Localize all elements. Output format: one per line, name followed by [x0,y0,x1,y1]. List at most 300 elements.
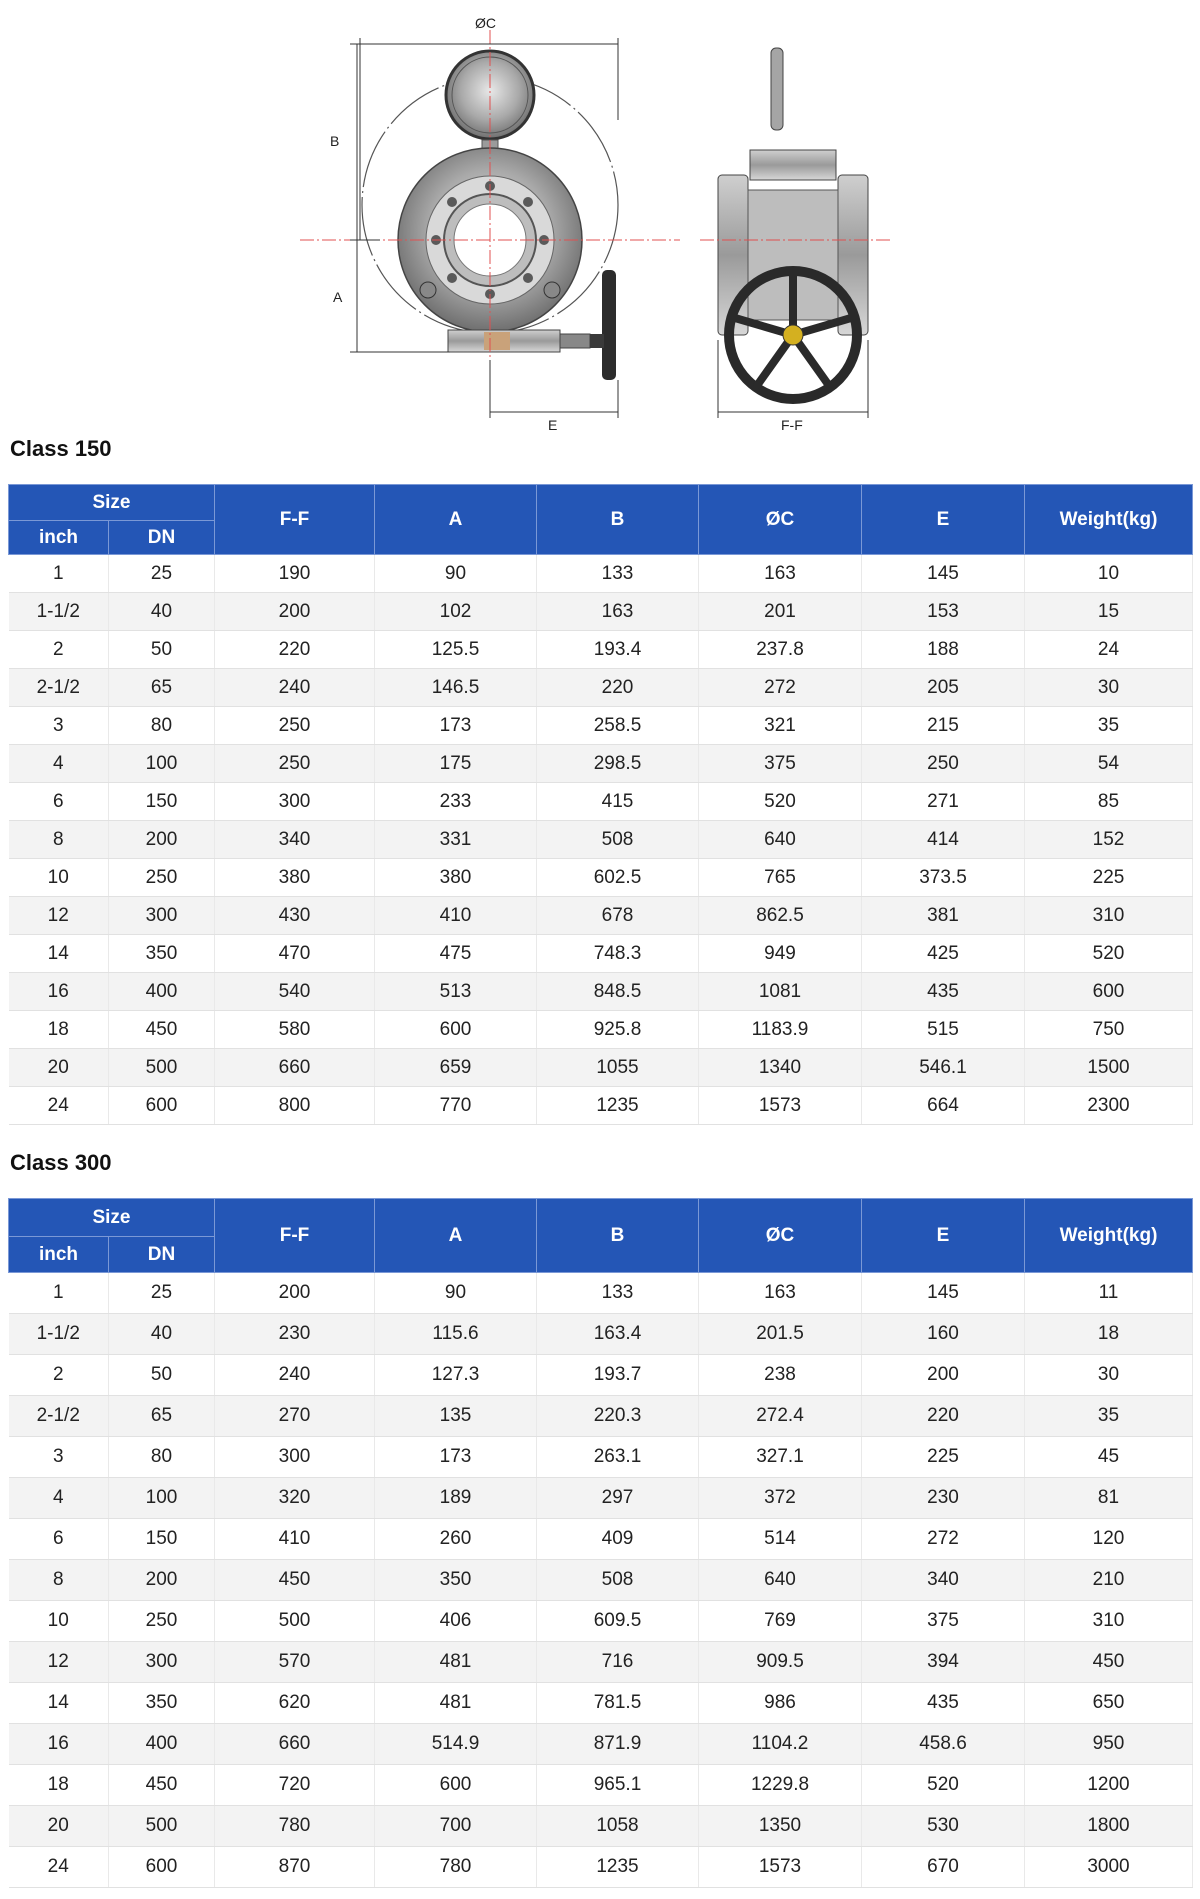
table-cell: 233 [375,783,537,821]
table-cell: 215 [862,707,1025,745]
table-cell: 80 [109,1437,215,1478]
table-cell: 659 [375,1049,537,1087]
table-cell: 24 [1025,631,1193,669]
table-cell: 415 [537,783,699,821]
label-dia-c: ØC [475,15,496,31]
table-cell: 6 [9,1519,109,1560]
table-cell: 250 [109,859,215,897]
table-cell: 201.5 [699,1314,862,1355]
table-row [9,783,1193,821]
table-cell: 271 [862,783,1025,821]
label-b: B [330,133,340,149]
front-view [300,15,680,430]
table-cell: 600 [109,1087,215,1125]
table-cell: 800 [215,1087,375,1125]
class-300-table [8,1198,1193,1888]
table-cell: 8 [9,821,109,859]
side-view [700,48,890,430]
table-cell: 450 [1025,1642,1193,1683]
table-cell: 20 [9,1806,109,1847]
table-cell: 780 [375,1847,537,1888]
table-cell: 949 [699,935,862,973]
table-cell: 12 [9,1642,109,1683]
table-row [9,1683,1193,1724]
table-cell: 481 [375,1683,537,1724]
valve-drawing [0,0,1200,430]
table-cell: 609.5 [537,1601,699,1642]
table-cell: 660 [215,1049,375,1087]
table-cell: 1573 [699,1087,862,1125]
table-cell: 320 [215,1478,375,1519]
table-cell: 102 [375,593,537,631]
table-cell: 272.4 [699,1396,862,1437]
table-cell: 237.8 [699,631,862,669]
table-row [9,1273,1193,1314]
table-cell: 18 [9,1011,109,1049]
table-cell: 250 [215,745,375,783]
table-cell: 190 [215,555,375,593]
table-cell: 406 [375,1601,537,1642]
table-cell: 1235 [537,1847,699,1888]
table-cell: 250 [862,745,1025,783]
table-cell: 1200 [1025,1765,1193,1806]
table-cell: 14 [9,1683,109,1724]
table-row [9,1087,1193,1125]
table-cell: 298.5 [537,745,699,783]
table-cell: 1229.8 [699,1765,862,1806]
table-cell: 24 [9,1087,109,1125]
table-row [9,973,1193,1011]
table-cell: 150 [109,783,215,821]
table-cell: 925.8 [537,1011,699,1049]
table-row [9,669,1193,707]
table-cell: 24 [9,1847,109,1888]
table-cell: 263.1 [537,1437,699,1478]
col-dn: DN [109,521,215,555]
table-cell: 373.5 [862,859,1025,897]
table-cell: 909.5 [699,1642,862,1683]
col-dn: DN [109,1237,215,1273]
table-cell: 133 [537,555,699,593]
table-cell: 145 [862,555,1025,593]
table-cell: 600 [375,1011,537,1049]
table-cell: 200 [109,1560,215,1601]
table-cell: 870 [215,1847,375,1888]
table-cell: 135 [375,1396,537,1437]
table-cell: 425 [862,935,1025,973]
table-row [9,1049,1193,1087]
table-row [9,1478,1193,1519]
table-row [9,1355,1193,1396]
class-300-body [9,1273,1193,1888]
col-dia-c: ØC [699,1199,862,1273]
table-cell: 513 [375,973,537,1011]
table-cell: 514 [699,1519,862,1560]
table-cell: 35 [1025,1396,1193,1437]
table-cell: 30 [1025,1355,1193,1396]
table-cell: 380 [215,859,375,897]
table-cell: 600 [109,1847,215,1888]
table-cell: 508 [537,1560,699,1601]
table-cell: 250 [215,707,375,745]
label-a: A [333,289,343,305]
table-cell: 1 [9,1273,109,1314]
table-cell: 65 [109,669,215,707]
table-row [9,1396,1193,1437]
table-cell: 153 [862,593,1025,631]
table-cell: 163 [699,555,862,593]
table-cell: 15 [1025,593,1193,631]
table-row [9,555,1193,593]
col-ff: F-F [215,1199,375,1273]
table-cell: 300 [109,897,215,935]
table-cell: 350 [109,1683,215,1724]
table-row [9,1724,1193,1765]
table-cell: 127.3 [375,1355,537,1396]
table-cell: 145 [862,1273,1025,1314]
table-cell: 600 [1025,973,1193,1011]
table-cell: 321 [699,707,862,745]
size-header: Size [9,1199,215,1237]
table-cell: 481 [375,1642,537,1683]
table-cell: 200 [215,1273,375,1314]
table-cell: 160 [862,1314,1025,1355]
table-cell: 4 [9,1478,109,1519]
table-cell: 3 [9,707,109,745]
table-cell: 200 [862,1355,1025,1396]
table-cell: 380 [375,859,537,897]
table-cell: 350 [375,1560,537,1601]
table-cell: 2-1/2 [9,1396,109,1437]
col-a: A [375,485,537,555]
table-cell: 678 [537,897,699,935]
table-cell: 3000 [1025,1847,1193,1888]
table-cell: 8 [9,1560,109,1601]
table-cell: 1350 [699,1806,862,1847]
table-cell: 2-1/2 [9,669,109,707]
table-cell: 10 [9,859,109,897]
table-row [9,1011,1193,1049]
label-ff: F-F [781,417,803,430]
table-cell: 300 [215,783,375,821]
table-cell: 10 [1025,555,1193,593]
table-cell: 163 [537,593,699,631]
table-cell: 340 [862,1560,1025,1601]
table-cell: 189 [375,1478,537,1519]
table-cell: 1-1/2 [9,593,109,631]
table-cell: 200 [215,593,375,631]
table-cell: 350 [109,935,215,973]
table-cell: 30 [1025,669,1193,707]
table-cell: 750 [1025,1011,1193,1049]
table-cell: 450 [215,1560,375,1601]
table-cell: 100 [109,1478,215,1519]
col-weight: Weight(kg) [1025,485,1193,555]
table-cell: 45 [1025,1437,1193,1478]
class-150-table [8,484,1193,1125]
table-cell: 120 [1025,1519,1193,1560]
table-cell: 12 [9,897,109,935]
table-cell: 81 [1025,1478,1193,1519]
table-row [9,935,1193,973]
table-cell: 220 [537,669,699,707]
col-a: A [375,1199,537,1273]
table-cell: 80 [109,707,215,745]
table-cell: 210 [1025,1560,1193,1601]
table-cell: 240 [215,669,375,707]
col-ff: F-F [215,485,375,555]
table-cell: 748.3 [537,935,699,973]
table-cell: 435 [862,1683,1025,1724]
table-cell: 6 [9,783,109,821]
table-row [9,745,1193,783]
table-cell: 514.9 [375,1724,537,1765]
table-cell: 500 [109,1806,215,1847]
table-cell: 1 [9,555,109,593]
table-cell: 862.5 [699,897,862,935]
table-cell: 570 [215,1642,375,1683]
table-row [9,1806,1193,1847]
table-cell: 193.7 [537,1355,699,1396]
table-cell: 18 [9,1765,109,1806]
table-cell: 2300 [1025,1087,1193,1125]
table-cell: 16 [9,1724,109,1765]
table-cell: 965.1 [537,1765,699,1806]
table-cell: 620 [215,1683,375,1724]
table-cell: 310 [1025,1601,1193,1642]
table-cell: 640 [699,1560,862,1601]
table-cell: 50 [109,631,215,669]
table-cell: 450 [109,1011,215,1049]
col-e: E [862,1199,1025,1273]
table-cell: 580 [215,1011,375,1049]
table-cell: 90 [375,1273,537,1314]
table-cell: 986 [699,1683,862,1724]
table-cell: 720 [215,1765,375,1806]
col-e: E [862,485,1025,555]
table-cell: 520 [699,783,862,821]
table-cell: 2 [9,1355,109,1396]
table-cell: 163 [699,1273,862,1314]
table-cell: 500 [109,1049,215,1087]
table-row [9,897,1193,935]
table-cell: 115.6 [375,1314,537,1355]
table-cell: 700 [375,1806,537,1847]
table-cell: 25 [109,1273,215,1314]
table-cell: 327.1 [699,1437,862,1478]
table-cell: 950 [1025,1724,1193,1765]
table-cell: 1573 [699,1847,862,1888]
table-cell: 230 [215,1314,375,1355]
table-cell: 508 [537,821,699,859]
table-cell: 600 [375,1765,537,1806]
class-150-body [9,555,1193,1125]
table-cell: 375 [699,745,862,783]
table-cell: 11 [1025,1273,1193,1314]
table-cell: 640 [699,821,862,859]
table-cell: 400 [109,973,215,1011]
table-cell: 1-1/2 [9,1314,109,1355]
table-cell: 2 [9,631,109,669]
table-cell: 175 [375,745,537,783]
table-row [9,821,1193,859]
table-cell: 50 [109,1355,215,1396]
table-cell: 173 [375,1437,537,1478]
table-cell: 173 [375,707,537,745]
table-cell: 146.5 [375,669,537,707]
table-cell: 250 [109,1601,215,1642]
table-cell: 372 [699,1478,862,1519]
table-cell: 220 [862,1396,1025,1437]
table-cell: 90 [375,555,537,593]
col-b: B [537,485,699,555]
table-cell: 188 [862,631,1025,669]
table-cell: 3 [9,1437,109,1478]
table-row [9,1560,1193,1601]
table-row [9,1601,1193,1642]
table-cell: 258.5 [537,707,699,745]
table-cell: 300 [215,1437,375,1478]
table-cell: 670 [862,1847,1025,1888]
table-cell: 1800 [1025,1806,1193,1847]
table-cell: 133 [537,1273,699,1314]
table-cell: 414 [862,821,1025,859]
table-cell: 381 [862,897,1025,935]
table-row [9,707,1193,745]
table-cell: 200 [109,821,215,859]
table-cell: 230 [862,1478,1025,1519]
table-cell: 331 [375,821,537,859]
table-cell: 1183.9 [699,1011,862,1049]
table-cell: 225 [1025,859,1193,897]
table-cell: 410 [375,897,537,935]
table-cell: 770 [375,1087,537,1125]
table-cell: 716 [537,1642,699,1683]
table-cell: 450 [109,1765,215,1806]
table-cell: 100 [109,745,215,783]
table-cell: 470 [215,935,375,973]
table-cell: 225 [862,1437,1025,1478]
table-cell: 781.5 [537,1683,699,1724]
table-cell: 272 [699,669,862,707]
table-cell: 430 [215,897,375,935]
table-cell: 500 [215,1601,375,1642]
class-300-title: Class 300 [10,1150,112,1175]
table-cell: 871.9 [537,1724,699,1765]
table-cell: 650 [1025,1683,1193,1724]
table-cell: 220 [215,631,375,669]
table-cell: 1500 [1025,1049,1193,1087]
table-cell: 10 [9,1601,109,1642]
table-cell: 310 [1025,897,1193,935]
table-cell: 375 [862,1601,1025,1642]
col-dia-c: ØC [699,485,862,555]
table-cell: 435 [862,973,1025,1011]
table-cell: 458.6 [862,1724,1025,1765]
table-cell: 515 [862,1011,1025,1049]
table-cell: 40 [109,1314,215,1355]
label-e: E [548,417,558,430]
table-cell: 769 [699,1601,862,1642]
table-cell: 602.5 [537,859,699,897]
table-cell: 1081 [699,973,862,1011]
table-cell: 546.1 [862,1049,1025,1087]
table-row [9,1437,1193,1478]
class-150-title: Class 150 [10,436,112,461]
table-cell: 1058 [537,1806,699,1847]
table-cell: 1055 [537,1049,699,1087]
table-cell: 520 [862,1765,1025,1806]
table-cell: 475 [375,935,537,973]
size-header: Size [9,485,215,521]
table-cell: 260 [375,1519,537,1560]
table-cell: 410 [215,1519,375,1560]
table-cell: 193.4 [537,631,699,669]
table-cell: 40 [109,593,215,631]
table-cell: 400 [109,1724,215,1765]
table-row [9,859,1193,897]
table-cell: 340 [215,821,375,859]
table-cell: 664 [862,1087,1025,1125]
table-cell: 540 [215,973,375,1011]
table-cell: 16 [9,973,109,1011]
table-cell: 530 [862,1806,1025,1847]
table-cell: 54 [1025,745,1193,783]
table-row [9,1314,1193,1355]
table-cell: 272 [862,1519,1025,1560]
table-cell: 85 [1025,783,1193,821]
table-cell: 205 [862,669,1025,707]
table-cell: 201 [699,593,862,631]
table-cell: 163.4 [537,1314,699,1355]
table-cell: 300 [109,1642,215,1683]
table-row [9,1847,1193,1888]
table-cell: 394 [862,1642,1025,1683]
table-cell: 409 [537,1519,699,1560]
table-cell: 18 [1025,1314,1193,1355]
table-row [9,1765,1193,1806]
col-b: B [537,1199,699,1273]
table-cell: 65 [109,1396,215,1437]
table-row [9,1642,1193,1683]
table-cell: 780 [215,1806,375,1847]
table-cell: 240 [215,1355,375,1396]
table-row [9,1519,1193,1560]
table-cell: 220.3 [537,1396,699,1437]
table-row [9,631,1193,669]
table-cell: 25 [109,555,215,593]
table-cell: 270 [215,1396,375,1437]
table-cell: 152 [1025,821,1193,859]
col-inch: inch [9,1237,109,1273]
table-cell: 848.5 [537,973,699,1011]
table-cell: 238 [699,1355,862,1396]
table-cell: 297 [537,1478,699,1519]
table-cell: 1104.2 [699,1724,862,1765]
table-cell: 20 [9,1049,109,1087]
table-row [9,593,1193,631]
col-weight: Weight(kg) [1025,1199,1193,1273]
table-cell: 520 [1025,935,1193,973]
table-cell: 125.5 [375,631,537,669]
table-cell: 1340 [699,1049,862,1087]
col-inch: inch [9,521,109,555]
table-cell: 660 [215,1724,375,1765]
table-cell: 14 [9,935,109,973]
table-cell: 150 [109,1519,215,1560]
table-cell: 765 [699,859,862,897]
table-cell: 35 [1025,707,1193,745]
